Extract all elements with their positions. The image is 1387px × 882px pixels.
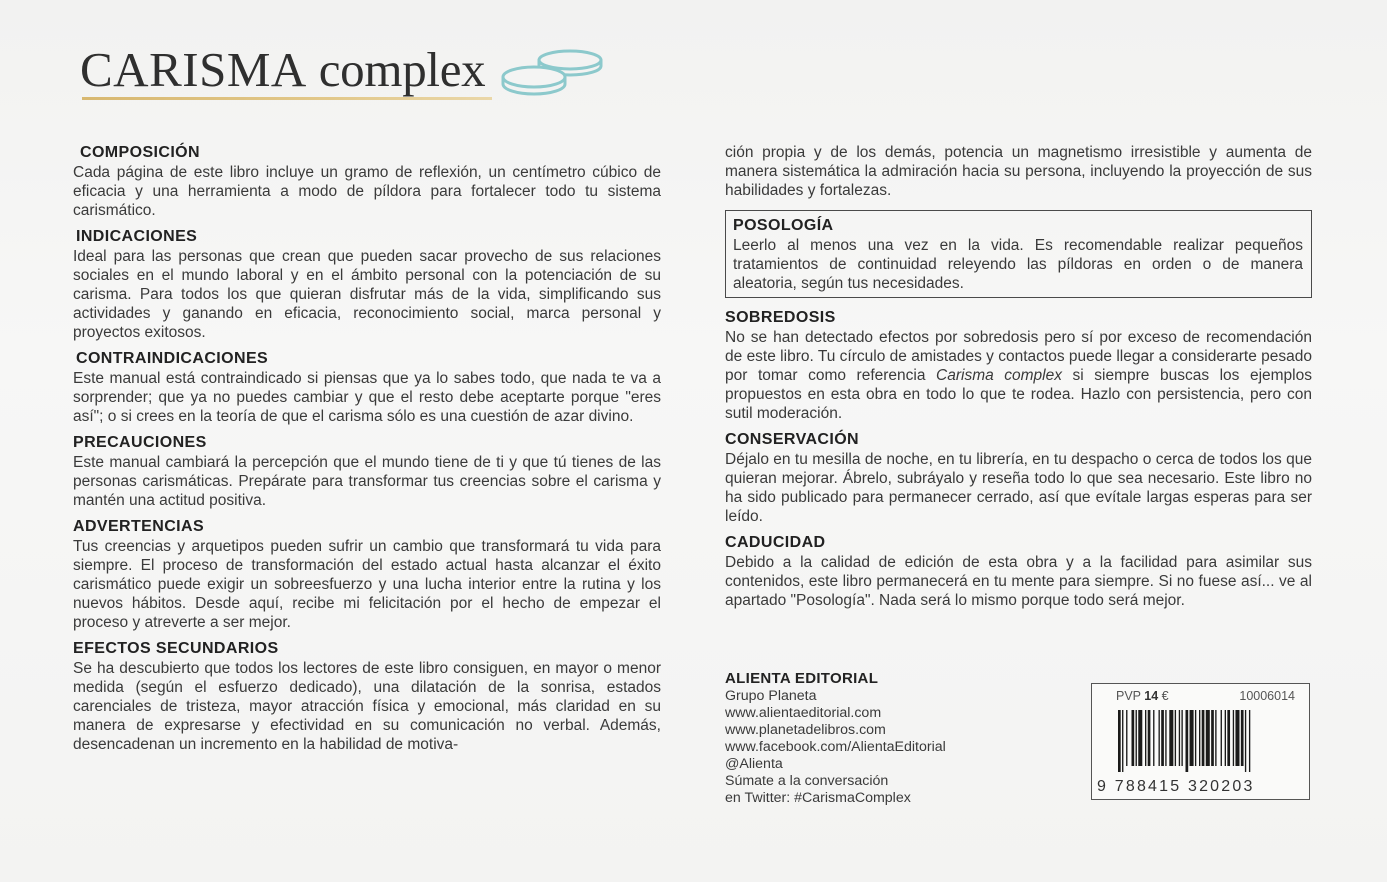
section-body: Se ha descubierto que todos los lectores de este libro consiguen, en mayor o menor medida (según el esfuerzo dedicado), una dilatación de la sonrisa, estados carenciales de tristeza, mayor atracción física y emocional, más claridad en su manera de expresarse y efectividad en su comunicación no verbal. Además, desencadenan un incremento en la habilidad de motiva- [73, 660, 661, 753]
section-advertencias [73, 517, 661, 632]
section-body: Déjalo en tu mesilla de noche, en tu librería, en tu despacho o cerca de todos los que quieran mejorar. Ábrelo, subráyalo y reseña todo lo que sea necesario. Este libro no ha sido publicado para permanecer cerrado, así que evítale largas esperas para ser leído. [725, 451, 1312, 525]
pills-icon [498, 46, 608, 102]
section-body: Leerlo al menos una vez en la vida. Es recomendable realizar pequeños tratamientos de continuidad releyendo las píldoras en orden o de manera aleatoria, según tus necesidades. [733, 237, 1303, 292]
section-body: Cada página de este libro incluye un gramo de reflexión, un centímetro cúbico de eficacia y una herramienta a modo de píldora para fortalecer todo tu sistema carismático. [73, 164, 661, 219]
barcode-bar [1206, 710, 1210, 766]
barcode-bar [1118, 710, 1121, 772]
barcode-bar [1181, 710, 1182, 766]
barcode-bar [1145, 710, 1146, 766]
publisher-title: ALIENTA EDITORIAL [725, 670, 879, 687]
barcode-bar [1138, 710, 1142, 766]
brand-underline [82, 97, 492, 100]
section-heading: SOBREDOSIS [725, 309, 836, 326]
section-body: Tus creencias y arquetipos pueden sufrir un cambio que transformará tu vida para siempre. El proceso de transformación del estado actual hasta alcanzar el éxito carismático puede exigir un sobreesfuerzo y una lucha interior entre la rutina y los nuevos hábitos. Desde aquí, recibe mi felicitación por el hecho de empezar el proceso y atreverte a ser mejor. [73, 538, 661, 631]
barcode-bar [1245, 710, 1246, 772]
publisher-website: www.planetadelibros.com [725, 722, 886, 738]
section-body: Ideal para las personas que crean que pueden sacar provecho de sus relaciones sociales en el mundo laboral y en el ámbito personal con la potenciación de su carisma. Para todos los que quieran disfrutar más de la vida, simplificando sus actividades y ganando en eficacia, reconocimiento social, marca personal y proyectos exitosos. [73, 248, 661, 341]
section-conservacion [725, 430, 1312, 526]
price-value: 14 [1144, 689, 1159, 703]
efectos-continuation: ción propia y de los demás, potencia un magnetismo irresistible y aumenta de manera sistemática la admiración hacia su persona, incluyendo la proyección de sus habilidades y fortalezas. [725, 144, 1312, 199]
publisher-line: Súmate a la conversación [725, 773, 889, 789]
barcode-bar [1233, 710, 1234, 766]
publisher-line: Grupo Planeta [725, 688, 817, 704]
product-code: 10006014 [1239, 689, 1295, 703]
sobredosis-text-2: si siempre buscas los ejemplos propuestos en esta obra en todo lo que te rodea. Hazlo con persistencia, pero con sutil moderación. [725, 367, 1312, 422]
barcode-bar [1175, 710, 1176, 766]
barcode-bar [1136, 710, 1137, 766]
price-prefix: PVP [1116, 689, 1141, 703]
price-label [1116, 689, 1169, 703]
sobredosis-text-1: No se han detectado efectos por sobredosis pero sí por exceso de recomendación de este libro. Tu círculo de amistades y contactos puede llegar a considerarte pesado por tomar como referencia [725, 329, 1312, 384]
barcode-bar [1249, 710, 1250, 772]
barcode-bar [1202, 710, 1205, 766]
barcode-bar [1235, 710, 1239, 766]
barcode-box [1091, 683, 1310, 800]
barcode-bar [1179, 710, 1180, 766]
section-body: Debido a la calidad de edición de esta obra y a la facilidad para asimilar sus contenidos, este libro permanecerá en tu mente para siempre. Si no fuese así... ve al apartado "Posología". Nada será lo mismo porque todo será mejor. [725, 554, 1312, 609]
section-heading: INDICACIONES [76, 228, 198, 245]
section-heading: CADUCIDAD [725, 534, 826, 551]
brand-title-caps: CARISMA [80, 42, 307, 97]
section-heading: COMPOSICIÓN [80, 144, 200, 161]
barcode-bar [1122, 710, 1123, 772]
barcode-bar [1241, 710, 1244, 766]
section-indicaciones [73, 227, 661, 342]
section-composicion [73, 143, 661, 220]
isbn-number: 9 788415 320203 [1097, 778, 1255, 795]
brand-title [80, 42, 485, 98]
section-heading: CONSERVACIÓN [725, 431, 860, 448]
barcode-bar [1211, 710, 1214, 766]
section-heading: POSOLOGÍA [733, 217, 834, 234]
section-posologia [725, 210, 1312, 298]
section-efectos-secundarios [73, 639, 661, 754]
barcode-bar [1153, 710, 1154, 766]
barcode-bar [1161, 710, 1164, 766]
barcode-bar [1221, 710, 1222, 766]
barcode-bar [1195, 710, 1196, 766]
section-heading: CONTRAINDICACIONES [76, 350, 269, 367]
section-contraindicaciones [73, 349, 661, 426]
section-heading: PRECAUCIONES [73, 434, 207, 451]
barcode-bar [1199, 710, 1200, 766]
section-body: Este manual cambiará la percepción que el mundo tiene de ti y que tú tienes de las personas carismáticas. Prepárate para transformar tus creencias sobre el carisma y mantén una actitud positiva. [73, 454, 661, 509]
price-currency: € [1161, 689, 1169, 703]
barcode-bar [1227, 710, 1230, 766]
sobredosis-book-title: Carisma complex [936, 367, 1062, 384]
brand-title-rest: complex [318, 42, 486, 97]
section-sobredosis [725, 308, 1312, 423]
brand-logo [80, 42, 485, 102]
barcode-bar [1190, 710, 1194, 766]
publisher-info [725, 669, 1025, 807]
section-body: Este manual está contraindicado si piensas que ya lo sabes todo, que nada te va a sorprender; que ya no puedes cambiar y que el resto debe aceptarte porque "eres así"; o si crees en la teoría de que el carisma sólo es una cuestión de azar divino. [73, 370, 661, 425]
barcode-bar [1186, 710, 1189, 772]
barcode-bar [1225, 710, 1226, 766]
publisher-website: www.alientaeditorial.com [725, 705, 882, 721]
right-column [725, 143, 1312, 617]
left-column [73, 143, 661, 761]
barcode-bar [1215, 710, 1216, 766]
barcode-bars [1118, 710, 1292, 772]
section-body [725, 328, 1312, 423]
section-heading: ADVERTENCIAS [73, 518, 205, 535]
section-heading: EFECTOS SECUNDARIOS [73, 640, 279, 657]
publisher-facebook: www.facebook.com/AlientaEditorial [725, 739, 946, 755]
section-caducidad [725, 533, 1312, 610]
barcode-bar [1159, 710, 1160, 766]
barcode-bar [1169, 710, 1173, 766]
publisher-twitter: en Twitter: #CarismaComplex [725, 790, 911, 806]
section-precauciones [73, 433, 661, 510]
barcode-bar [1165, 710, 1166, 766]
barcode-bar [1132, 710, 1135, 766]
barcode-bar [1148, 710, 1151, 766]
publisher-handle: @Alienta [725, 756, 783, 772]
barcode-bar [1126, 710, 1127, 766]
